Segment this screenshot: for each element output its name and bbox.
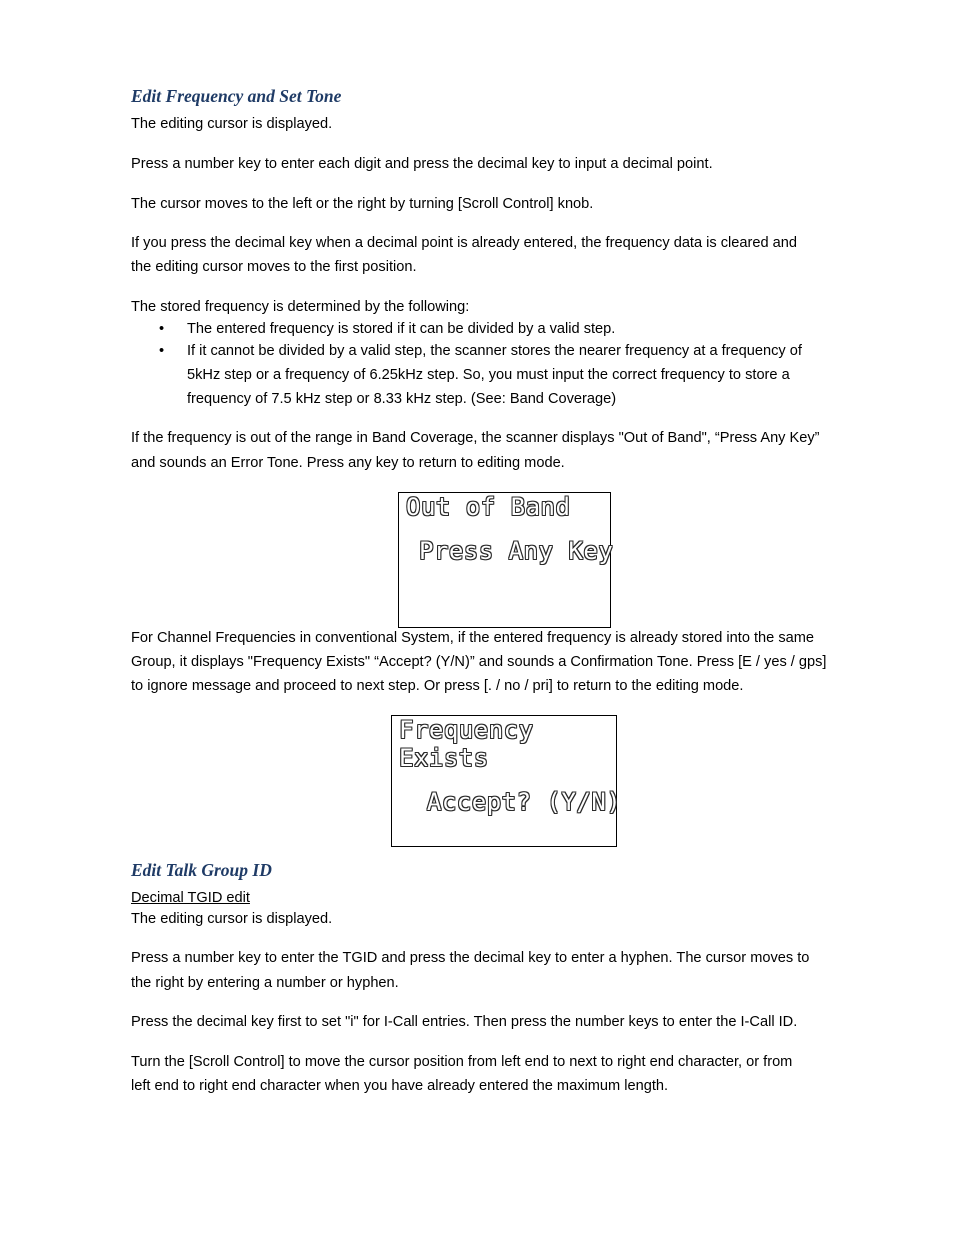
paragraph-scroll-control: [131, 1050, 876, 1098]
paragraph-number-key: Press a number key to enter each digit and press the decimal key to input a decimal point.: [131, 156, 713, 172]
paragraph-cursor-displayed: The editing cursor is displayed.: [131, 116, 333, 132]
bullet-dot: •: [159, 321, 165, 337]
paragraph-icall: Press the decimal key first to set "i" for I-Call entries. Then press the number keys to enter the I-Call ID.: [131, 1014, 798, 1030]
paragraph-line: to ignore message and proceed to next step. Or press [. / no / pri] to return to the editing mode.: [131, 678, 744, 694]
paragraph-stored-frequency: The stored frequency is determined by the following:: [131, 299, 470, 315]
paragraph-line: and sounds an Error Tone. Press any key to return to editing mode.: [131, 455, 565, 471]
lcd-out-of-band: [398, 492, 614, 628]
lcd-line-1: Out of Band: [406, 493, 571, 521]
subheading-decimal-tgid: Decimal TGID edit: [131, 890, 250, 906]
bullet-list: [131, 317, 876, 411]
paragraph-frequency-exists: [131, 626, 876, 698]
paragraph-decimal-clear: [131, 231, 876, 279]
list-item-line: frequency of 7.5 kHz step or 8.33 kHz step. (See: Band Coverage): [187, 391, 617, 407]
list-item-line: If it cannot be divided by a valid step, the scanner stores the nearer frequency at a frequency of: [187, 343, 802, 359]
paragraph-tgid-cursor: The editing cursor is displayed.: [131, 911, 333, 927]
lcd-line-1: Frequency: [399, 716, 534, 744]
paragraph-line: For Channel Frequencies in conventional System, if the entered frequency is already stored into the same: [131, 630, 815, 646]
paragraph-line: Group, it displays "Frequency Exists" “Accept? (Y/N)” and sounds a Confirmation Tone. Press [E / yes / gps]: [131, 654, 827, 670]
list-item-line: The entered frequency is stored if it can be divided by a valid step.: [187, 321, 616, 337]
paragraph-line: Turn the [Scroll Control] to move the cursor position from left end to next to right end character, or from: [131, 1054, 793, 1070]
paragraph-tgid-number-key: [131, 946, 876, 995]
lcd-line-2: Press Any Key: [404, 537, 614, 565]
paragraph-line: left end to right end character when you have already entered the maximum length.: [131, 1078, 669, 1094]
heading-edit-talk-group: Edit Talk Group ID: [131, 860, 272, 880]
list-item: [131, 339, 876, 411]
paragraph-line: Press a number key to enter the TGID and press the decimal key to enter a hyphen. The cursor moves to: [131, 950, 810, 966]
heading-edit-frequency: Edit Frequency and Set Tone: [131, 86, 342, 106]
lcd-line-3: Accept? (Y/N): [397, 788, 622, 816]
list-item: [131, 317, 876, 341]
list-item-line: 5kHz step or a frequency of 6.25kHz step. So, you must input the correct frequency to store a: [187, 367, 790, 383]
paragraph-line: If the frequency is out of the range in Band Coverage, the scanner displays "Out of Band", “Press Any Key”: [131, 430, 820, 446]
paragraph-line: the editing cursor moves to the first position.: [131, 259, 417, 275]
paragraph-line: the right by entering a number or hyphen.: [131, 975, 399, 991]
paragraph-cursor-moves: The cursor moves to the left or the right by turning [Scroll Control] knob.: [131, 196, 594, 212]
paragraph-out-of-range: [131, 426, 876, 475]
paragraph-line: If you press the decimal key when a decimal point is already entered, the frequency data is cleared and: [131, 235, 798, 251]
lcd-line-2: Exists: [399, 744, 489, 772]
bullet-dot: •: [159, 343, 165, 359]
lcd-frequency-exists: [391, 715, 622, 847]
